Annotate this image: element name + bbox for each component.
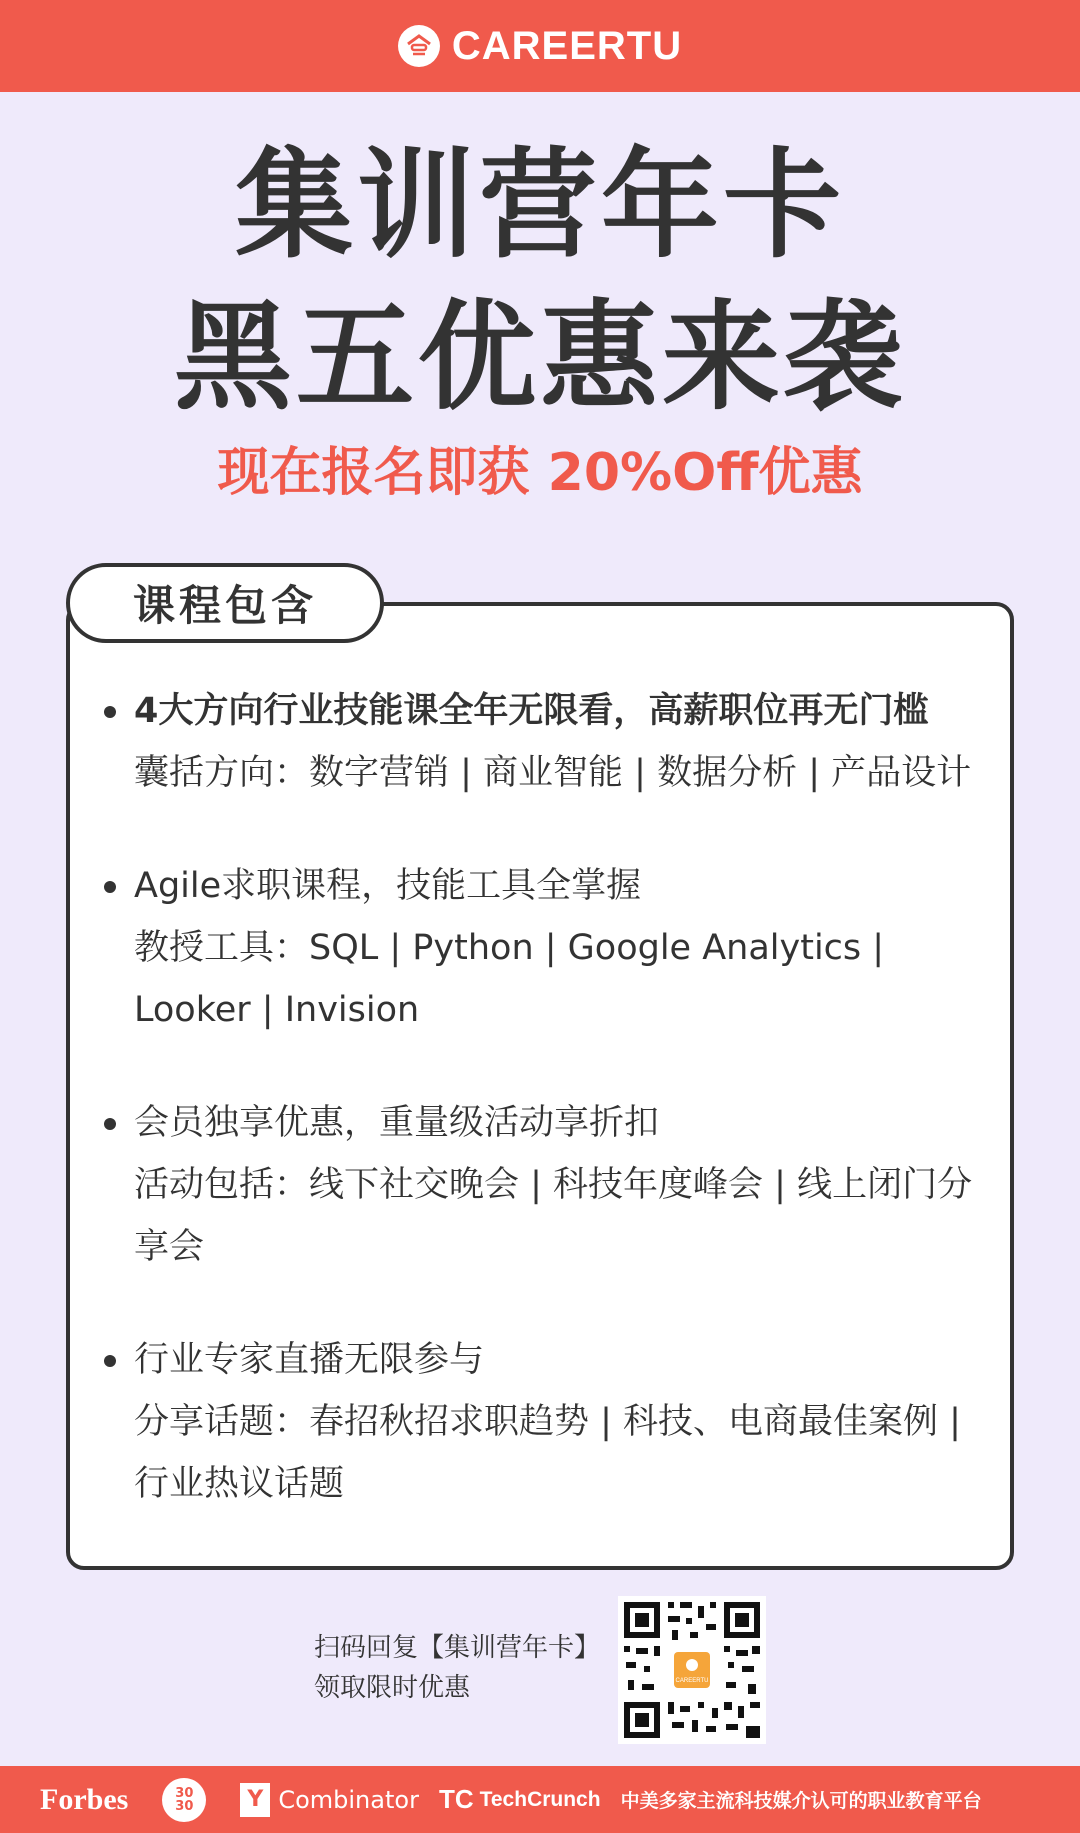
careertu-logo-icon	[398, 25, 440, 67]
header-bar	[0, 0, 1080, 92]
list-item	[104, 1329, 984, 1515]
hero-title-line2: 黑五优惠来袭	[173, 288, 906, 426]
forbes-logo: Forbes	[40, 1782, 129, 1816]
qr-center-label: CAREERTU	[675, 1678, 709, 1684]
list-item-description: 活动包括：线下社交晚会 | 科技年度峰会 | 线上闭门分享会	[134, 1165, 973, 1267]
hero-subtitle: 现在报名即获 20%Off优惠	[217, 443, 863, 503]
badge-top-number: 30	[175, 1785, 194, 1801]
tc-mark-icon: TC	[438, 1784, 474, 1814]
partners-tagline: 中美多家主流科技媒介认可的职业教育平台	[620, 1790, 982, 1812]
course-list	[104, 680, 984, 1566]
tc-name: TechCrunch	[479, 1787, 601, 1811]
badge-bottom-number: 30	[175, 1798, 194, 1814]
list-item-description: 教授工具：SQL | Python | Google Analytics | Looker | Invision	[134, 928, 885, 1030]
list-item-description: 分享话题：春招秋招求职趋势 | 科技、电商最佳案例 | 行业热议话题	[134, 1402, 961, 1504]
partners-bar	[0, 1766, 1080, 1833]
list-item-title: 行业专家直播无限参与	[134, 1340, 485, 1380]
list-item-title: Agile求职课程，技能工具全掌握	[134, 866, 642, 906]
qr-code-icon	[618, 1596, 766, 1744]
scan-instruction	[314, 1628, 614, 1708]
course-card-tab: 课程包含	[66, 563, 384, 643]
hero-title-line1: 集训营年卡	[234, 136, 845, 274]
yc-name: Combinator	[278, 1785, 419, 1814]
thirty-under-thirty-badge	[162, 1778, 206, 1822]
techcrunch-logo	[439, 1784, 601, 1815]
qr-code[interactable]	[618, 1596, 766, 1744]
yc-letter-icon: Y	[240, 1783, 270, 1817]
list-item-title: 4大方向行业技能课全年无限看，高薪职位再无门槛	[134, 691, 929, 731]
list-item-title: 会员独享优惠，重量级活动享折扣	[134, 1103, 660, 1143]
y-combinator-logo	[240, 1783, 419, 1817]
scan-instruction-line2: 领取限时优惠	[314, 1673, 471, 1703]
list-item	[104, 855, 984, 1041]
list-item	[104, 1092, 984, 1278]
scan-instruction-line1: 扫码回复【集训营年卡】	[314, 1633, 601, 1663]
list-item-description: 囊括方向：数字营销 | 商业智能 | 数据分析 | 产品设计	[134, 753, 972, 793]
brand-name: CAREERTU	[451, 23, 683, 68]
list-item	[104, 680, 984, 804]
